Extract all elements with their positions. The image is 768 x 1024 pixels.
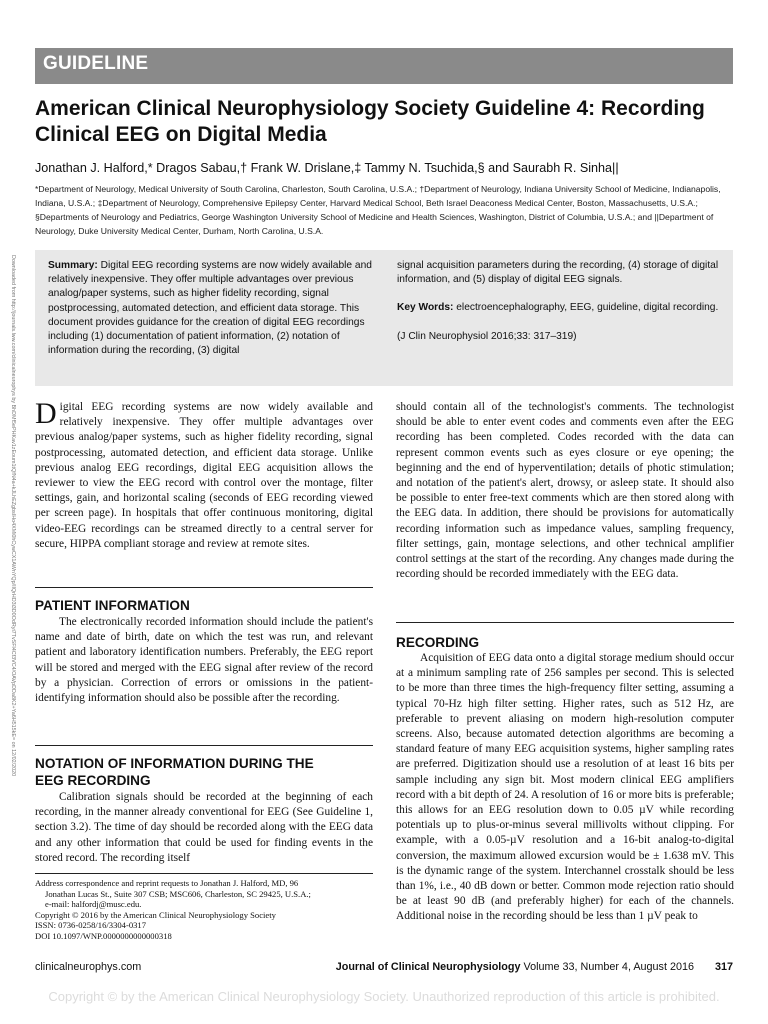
heading-recording: RECORDING bbox=[396, 635, 480, 650]
footnote-line: Jonathan Lucas St., Suite 307 CSB; MSC606, Charleston, SC 29425, U.S.A.; bbox=[45, 888, 311, 899]
summary-label: Summary: bbox=[48, 260, 98, 271]
heading-notation-line2: EEG RECORDING bbox=[35, 773, 151, 788]
banner-label: GUIDELINE bbox=[43, 53, 149, 74]
keywords-label: Key Words: bbox=[397, 302, 454, 314]
footnote-line: Address correspondence and reprint requests to Jonathan J. Halford, MD, 96 bbox=[35, 878, 299, 888]
heading-notation-line1: NOTATION OF INFORMATION DURING THE bbox=[35, 756, 314, 771]
abstract-right-column bbox=[397, 259, 723, 344]
right-column-continued bbox=[396, 400, 734, 582]
footnote-line: ISSN: 0736-0258/16/3304-0317 bbox=[35, 920, 147, 931]
footer-journal-name: Journal of Clinical Neurophysiology bbox=[335, 961, 521, 973]
article-title: American Clinical Neurophysiology Society Guideline 4: Recording Clinical EEG on Digital Media bbox=[35, 97, 705, 146]
technologist-comments-text: should contain all of the technologist's comments. The technologist should be able to enter event codes and comments even after the EEG recording has been completed. Codes recorded with the data can represent common events such as eyes closure or eye opening; the beginning and the end of hyperventilation; details of photic stimulation; and notation of the patient's alert, drowsy, or asleep state. It should also be possible to enter free-text comments which are then stored along with the EEG data. In addition, there should be provisions for automatically recording information such as impedance values, sampling frequency, filter settings, gain, montage selections, and other technical amplifier control settings at the start of the recording. Any changes made during the recording should be recorded immediately with the EEG data. bbox=[396, 401, 734, 581]
page-number: 317 bbox=[714, 961, 733, 973]
copyright-watermark: Copyright © by the American Clinical Neurophysiology Society. Unauthorized reproduction of this article is prohibited. bbox=[48, 989, 720, 1004]
recording-body bbox=[396, 651, 734, 925]
notation-text: Calibration signals should be recorded at the beginning of each recording, in the manner already conventional for EEG (See Guideline 1, section 3.2). The time of day should be recorded along with the EEG data and any other information that could be used for finding events in the stored record. The recording itself bbox=[35, 791, 373, 864]
keywords bbox=[397, 301, 723, 315]
section-divider bbox=[396, 622, 734, 623]
patient-information-text: The electronically recorded information should include the patient's name and date of birth, date on which the test was run, and relevant patient and laboratory identification numbers. Preferably, the EEG report will be stored and merged with the EEG signal after review of the record by a physician. Correction of errors or omissions in the patient-identifying information should also be possible after the recording. bbox=[35, 616, 373, 705]
footer-website: clinicalneurophys.com bbox=[35, 961, 142, 973]
guideline-banner bbox=[35, 48, 733, 84]
affiliations: *Department of Neurology, Medical University of South Carolina, Charleston, South Carolina, U.S.A.; †Department of Neurology, Indiana University School of Medicine, Indianapolis, Indiana, U.S.A.; ‡Department of Neurology, Comprehensive Epilepsy Center, Harvard Medical School, Beth Israel Deaconess Medical Center, Boston, Massachusetts, U.S.A.; §Departments of Neurology and Pediatrics, George Washington University School of Medicine and Health Sciences, Washington, District of Columbia, U.S.A.; and ||Department of Neurology, Duke University Medical Center, Durham, North Carolina, U.S.A. bbox=[35, 184, 721, 236]
footnote-line: Copyright © 2016 by the American Clinical Neurophysiology Society bbox=[35, 909, 276, 920]
footer-journal-info bbox=[336, 961, 733, 973]
download-side-note: Downloaded from http://journals.lww.com/clinicalneurophys by BhDMf5ePHKav1zEoum1tQfN4a+kJLhEZgbsIHo4XMi0hCywCX1AWnYQp/IlQrHD3i3D0OdRyi7TvSFl4Cf3VC4/OAVpDDa8K2+Ya6H515kE= on 12/02/2020 bbox=[10, 255, 16, 777]
abstract-left-column bbox=[48, 259, 376, 358]
heading-notation bbox=[35, 755, 373, 789]
summary-text-right: signal acquisition parameters during the recording, (4) storage of digital information, and (5) display of digital EEG signals. bbox=[397, 260, 719, 286]
author-list: Jonathan J. Halford,* Dragos Sabau,† Frank W. Drislane,‡ Tammy N. Tsuchida,§ and Saurabh R. Sinha|| bbox=[35, 161, 619, 175]
footer-issue: Volume 33, Number 4, August 2016 bbox=[523, 961, 694, 973]
footnote-divider bbox=[35, 873, 373, 874]
footnote-line: e-mail: halfordj@musc.edu. bbox=[45, 899, 142, 910]
intro-paragraph bbox=[35, 397, 373, 552]
drop-cap: D bbox=[35, 397, 57, 430]
summary-text-left: Digital EEG recording systems are now widely available and relatively inexpensive. They offer multiple advantages over previous analog/paper systems, such as higher fidelity recording, signal postprocessing, automated detection, and efficient data storage. This document provides guidance for the creation of digital EEG recordings including (1) documentation of patient information, (2) notation of information during the recording, (3) digital bbox=[48, 260, 372, 357]
keywords-text: electroencephalography, EEG, guideline, digital recording. bbox=[456, 302, 719, 314]
intro-text: igital EEG recording systems are now widely available and relatively inexpensive. They offer multiple advantages over previous analog/paper systems, such as higher fidelity recording, signal postprocessing, automated detection, and efficient data storage. Unlike previous analog EEG recordings, digital EEG acquisition allows the reviewer to view the EEG record with control over the montage, filter settings, gain, and horizontal scaling (seconds of EEG recording viewed per screen page). In hospitals that offer continuous monitoring, digital video-EEG recordings can be streamed directly to a central server for secure, HIPPA compliant storage and review at remote sites. bbox=[35, 401, 373, 550]
section-divider bbox=[35, 587, 373, 588]
abstract-box bbox=[35, 250, 733, 386]
heading-patient-information: PATIENT INFORMATION bbox=[35, 598, 190, 613]
patient-information-body bbox=[35, 615, 373, 706]
correspondence-footnote bbox=[35, 878, 373, 942]
recording-text: Acquisition of EEG data onto a digital storage medium should occur at a minimum sampling rate of 256 samples per second. This is selected to be more than three times the high-frequency filter setting, assuming a typical 70-Hz high filter setting. Higher rates, such as 512 Hz, are preferable to prevent aliasing on modern high-resolution computer screens. Also, because automated detection algorithms are becoming a standard feature of many EEG acquisition systems, higher sampling rates are preferred. Digitization should use a resolution of at least 16 bits per sample including any sign bit. Most modern clinical EEG amplifiers record with a bit depth of 24. A resolution of 16 or more bits is preferable; this allows for an EEG resolution down to 0.05 µV while recording potentials up to plus-or-minus several millivolts without clipping. For example, with a 0.05-µV resolution and a 16-bit analog-to-digital conversion, the maximum allowed excursion would be ± 1.638 mV. This is the dynamic range of the system. Interchannel crosstalk should be less than 1%, i.e., 40 dB down or better. Common mode rejection ratio should be at least 90 dB (and preferably higher) for each of the channels. Additional noise in the recording should be less than 1 µV peak to bbox=[396, 652, 734, 923]
section-divider bbox=[35, 745, 373, 746]
footnote-line: DOI 10.1097/WNP.0000000000000318 bbox=[35, 930, 172, 941]
citation: (J Clin Neurophysiol 2016;33: 317–319) bbox=[397, 330, 577, 342]
notation-body bbox=[35, 790, 373, 866]
